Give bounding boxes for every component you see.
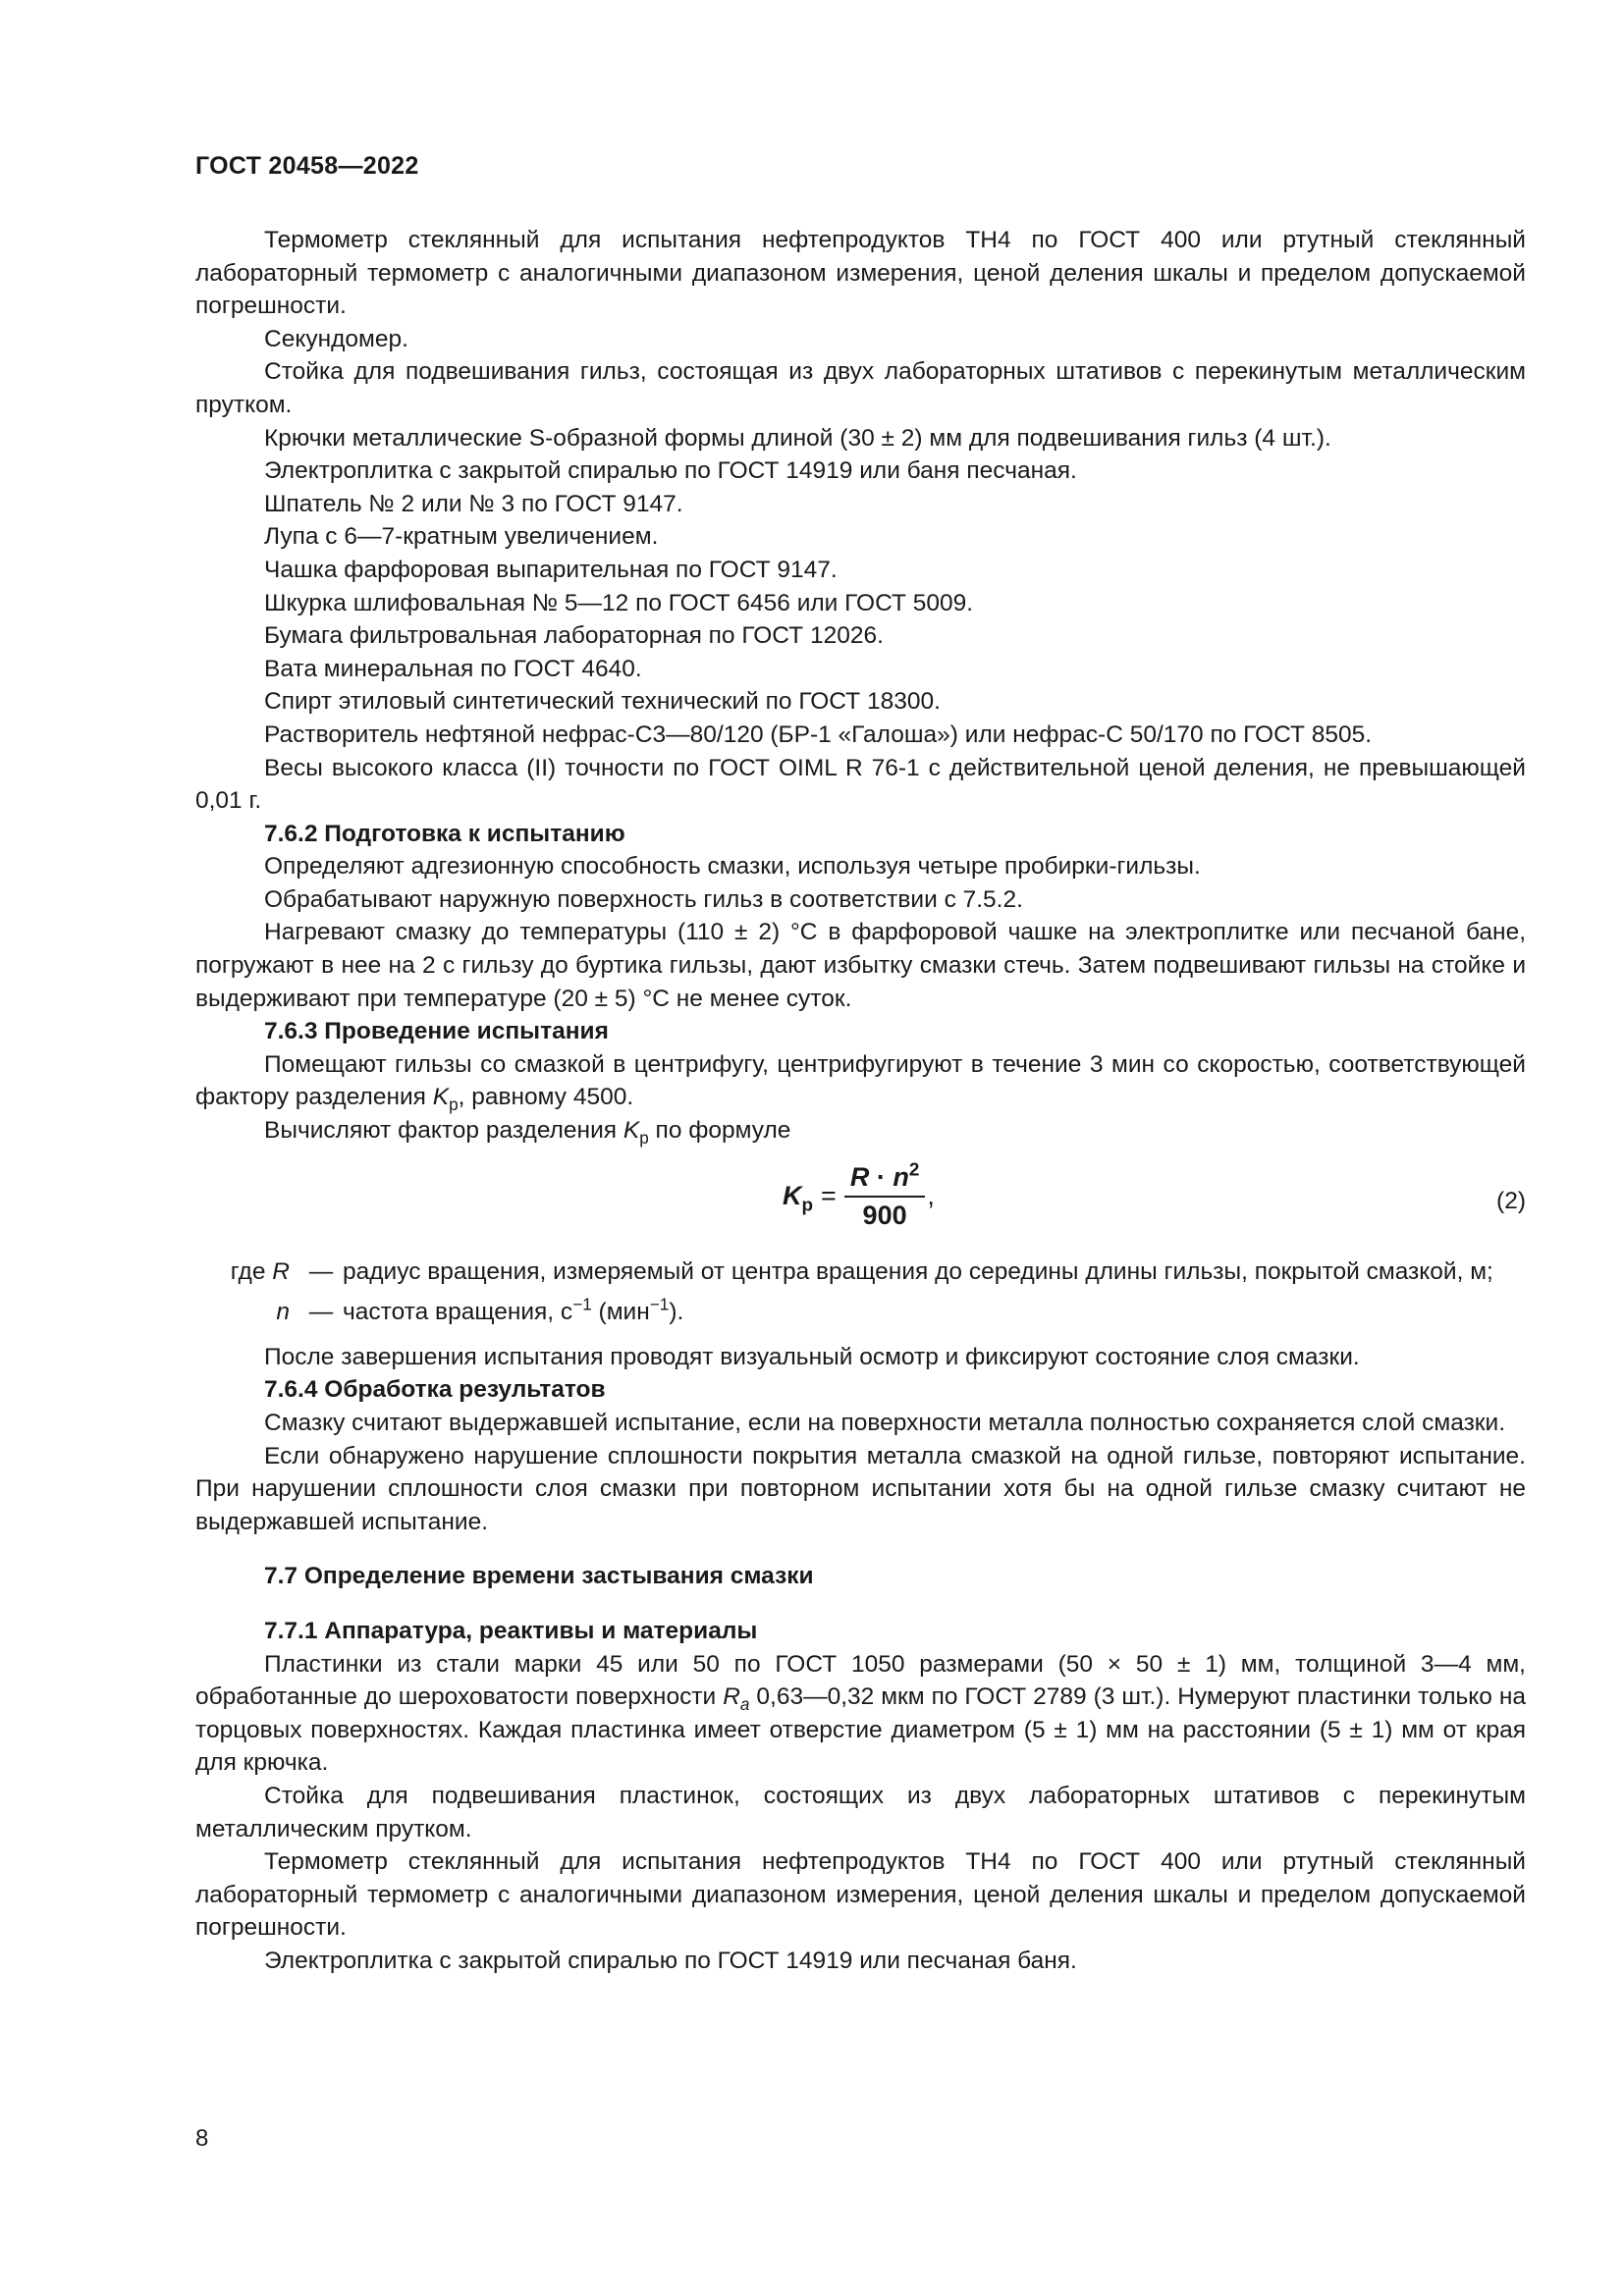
formula-numerator: $R \cdot n^2$ xyxy=(844,1161,926,1199)
document-header: ГОСТ 20458—2022 xyxy=(195,152,419,180)
paragraph-heating: Нагревают смазку до температуры (110 ± 2) °С в фарфоровой чашке на электроплитке или песчаной бане, погружают в нее на 2 с гильзу до буртика гильзы, дают избытку смазки стечь. Затем подвешивают гильзы на стойке и выдерживают при температуре (20 ± 5) °С не менее суток. xyxy=(195,919,1526,1012)
document-page xyxy=(195,0,1526,2296)
section-heading-7-6-3: 7.6.3 Проведение испытания xyxy=(264,1018,609,1045)
legend-desc-r: радиус вращения, измеряемый от центра вращения до середины длины гильзы, покрытой смазкой, м; xyxy=(343,1257,1493,1285)
paragraph-surface-treatment: Обрабатывают наружную поверхность гильз в соответствии с 7.5.2. xyxy=(264,885,1023,913)
legend-desc-n: частота вращения, $с^{-1}$ (мин$^{-1}$). xyxy=(343,1294,684,1326)
legend-symbol-n: n xyxy=(276,1299,290,1326)
formula-row xyxy=(195,1148,1526,1255)
legend-symbol-r: где R xyxy=(230,1257,290,1285)
paragraph-sandpaper: Шкурка шлифовальная № 5—12 по ГОСТ 6456 или ГОСТ 5009. xyxy=(264,589,974,616)
paragraph-centrifuge: Помещают гильзы со смазкой в центрифугу, центрифугируют в течение 3 мин со скоростью, соответствующей фактору разделения $K_р$, равному 4500. xyxy=(195,1050,1526,1115)
legend-dash: — xyxy=(308,1299,334,1326)
section-heading-7-7: 7.7 Определение времени застывания смазки xyxy=(264,1563,814,1590)
formula xyxy=(783,1161,935,1233)
equation-number: (2) xyxy=(1496,1187,1526,1214)
paragraph-ethanol: Спирт этиловый синтетический технический по ГОСТ 18300. xyxy=(264,688,941,716)
paragraph-hotplate: Электроплитка с закрытой спиралью по ГОСТ 14919 или баня песчаная. xyxy=(264,457,1077,485)
section-heading-7-7-1: 7.7.1 Аппаратура, реактивы и материалы xyxy=(264,1617,758,1644)
paragraph-hooks: Крючки металлические S-образной формы длиной (30 ± 2) мм для подвешивания гильз (4 шт.). xyxy=(264,424,1331,452)
paragraph-visual-inspection: После завершения испытания проводят визуальный осмотр и фиксируют состояние слоя смазки. xyxy=(264,1343,1360,1370)
formula-lhs: $K_р$ xyxy=(783,1181,814,1217)
section-heading-7-6-4: 7.6.4 Обработка результатов xyxy=(264,1376,606,1404)
formula-denominator: 900 xyxy=(862,1201,907,1231)
paragraph-scales: Весы высокого класса (II) точности по ГОСТ OIML R 76-1 с действительной ценой деления, не превышающей 0,01 г. xyxy=(195,754,1526,815)
paragraph-passed: Смазку считают выдержавшей испытание, если на поверхности металла полностью сохраняется слой смазки. xyxy=(264,1410,1506,1436)
paragraph-thermometer: Термометр стеклянный для испытания нефтепродуктов ТН4 по ГОСТ 400 или ртутный стеклянный лабораторный термометр с аналогичными диапазоном измерения, ценой деления шкалы и пределом допускаемой погрешности. xyxy=(195,227,1526,320)
formula-equals: = xyxy=(821,1181,837,1211)
paragraph-adhesion: Определяют адгезионную способность смазки, используя четыре пробирки-гильзы. xyxy=(264,853,1201,881)
paragraph-magnifier: Лупа с 6—7-кратным увеличением. xyxy=(264,523,659,551)
section-heading-7-6-2: 7.6.2 Подготовка к испытанию xyxy=(264,820,625,847)
document-body xyxy=(195,224,1526,1978)
paragraph-repeat-test: Если обнаружено нарушение сплошности покрытия металла смазкой на одной гильзе, повторяют испытание. При нарушении сплошности слоя смазки при повторном испытании хотя бы на одной гильзе смазку считают не выдержавшей испытание. xyxy=(195,1442,1526,1535)
paragraph-plates: Пластинки из стали марки 45 или 50 по ГОСТ 1050 размерами (50 × 50 ± 1) мм, толщиной 3—4 мм, обработанные до шероховатости поверхности $R_a$ 0,63—0,32 мкм по ГОСТ 2789 (3 шт.). Нумеруют пластинки только на торцовых поверхностях. Каждая пластинка имеет отверстие диаметром (5 ± 1) мм на расстоянии (5 ± 1) мм от края для крючка. xyxy=(195,1650,1526,1777)
paragraph-solvent: Растворитель нефтяной нефрас-С3—80/120 (БР-1 «Галоша») или нефрас-С 50/170 по ГОСТ 8505. xyxy=(264,721,1373,748)
paragraph-mineral-wool: Вата минеральная по ГОСТ 4640. xyxy=(264,655,642,682)
paragraph-filter-paper: Бумага фильтровальная лабораторная по ГОСТ 12026. xyxy=(264,622,884,650)
formula-fraction xyxy=(844,1161,926,1233)
paragraph-hotplate-2: Электроплитка с закрытой спиралью по ГОСТ 14919 или песчаная баня. xyxy=(264,1947,1077,1974)
paragraph-thermometer-2: Термометр стеклянный для испытания нефтепродуктов ТН4 по ГОСТ 400 или ртутный стеклянный лабораторный термометр с аналогичными диапазоном измерения, ценой деления шкалы и пределом допускаемой погрешности. xyxy=(195,1848,1526,1942)
page-number: 8 xyxy=(195,2125,209,2152)
paragraph-calc-factor: Вычисляют фактор разделения $K_р$ по формуле xyxy=(264,1117,791,1148)
formula-comma: , xyxy=(927,1181,935,1211)
legend-dash: — xyxy=(308,1257,334,1285)
paragraph-stand: Стойка для подвешивания гильз, состоящая из двух лабораторных штативов с перекинутым металлическим прутком. xyxy=(195,358,1526,418)
paragraph-spatula: Шпатель № 2 или № 3 по ГОСТ 9147. xyxy=(264,490,683,517)
paragraph-stopwatch: Секундомер. xyxy=(264,325,408,352)
formula-legend xyxy=(213,1255,1526,1329)
paragraph-porcelain-cup: Чашка фарфоровая выпарительная по ГОСТ 9147. xyxy=(264,556,838,583)
paragraph-plate-stand: Стойка для подвешивания пластинок, состоящих из двух лабораторных штативов с перекинутым металлическим прутком. xyxy=(195,1782,1526,1842)
